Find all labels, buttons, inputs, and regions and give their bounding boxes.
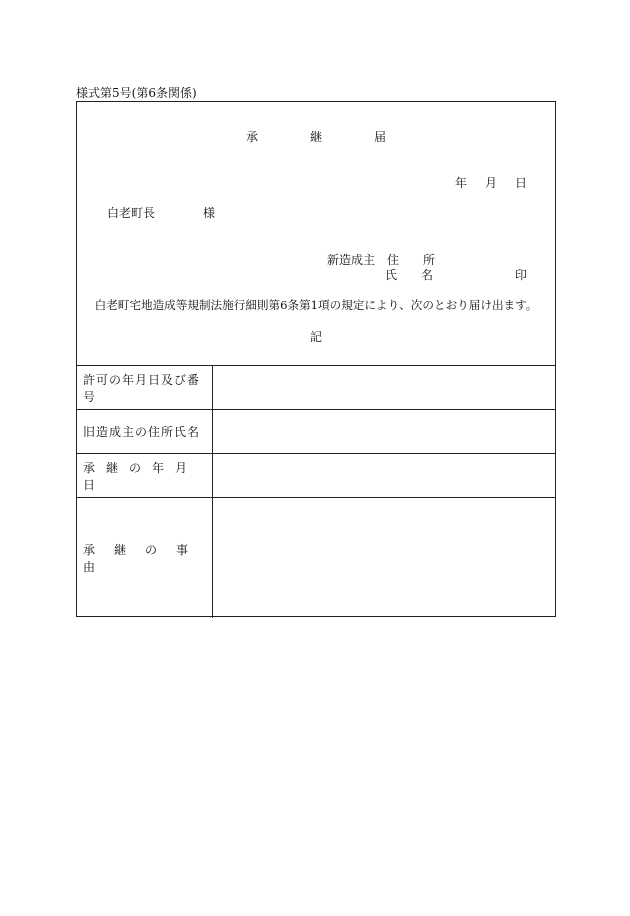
- statement-text: 白老町宅地造成等規制法施行細則第6条第1項の規定により、次のとおり届け出ます。: [94, 298, 538, 312]
- table-row: [77, 365, 555, 409]
- form-number-label: 様式第5号(第6条関係): [76, 86, 197, 100]
- succession-reason-label: 承継の事由: [77, 498, 213, 618]
- table-row: [77, 497, 555, 618]
- form-title: [77, 128, 555, 145]
- previous-developer-field[interactable]: [213, 410, 555, 453]
- permit-date-number-label: 許可の年月日及び番号: [77, 366, 213, 409]
- details-table: [77, 365, 555, 618]
- succession-date-field[interactable]: [213, 454, 555, 497]
- addressee: [107, 204, 215, 221]
- addressee-suffix: 様: [203, 206, 216, 220]
- previous-developer-label: 旧造成主の住所氏名: [77, 410, 213, 453]
- date-day: 日: [514, 176, 527, 190]
- name-label: 氏 名: [385, 268, 440, 282]
- succession-reason-field[interactable]: [213, 498, 555, 618]
- table-row: [77, 453, 555, 497]
- applicant-role: 新造成主: [327, 253, 376, 267]
- notification-form: [76, 101, 556, 617]
- permit-date-number-field[interactable]: [213, 366, 555, 409]
- ki-heading: 記: [309, 330, 322, 344]
- table-row: [77, 409, 555, 453]
- date-month: 月: [484, 176, 497, 190]
- address-label: 住 所: [387, 253, 442, 267]
- date-line: [437, 174, 527, 191]
- succession-date-label: 承継の年月日: [77, 454, 213, 497]
- date-year: 年: [454, 176, 467, 190]
- title-char-3: 届: [374, 130, 387, 144]
- title-char-2: 継: [309, 130, 322, 144]
- seal-mark: 印: [514, 268, 527, 282]
- title-char-1: 承: [245, 130, 258, 144]
- addressee-name: 白老町長: [107, 206, 156, 220]
